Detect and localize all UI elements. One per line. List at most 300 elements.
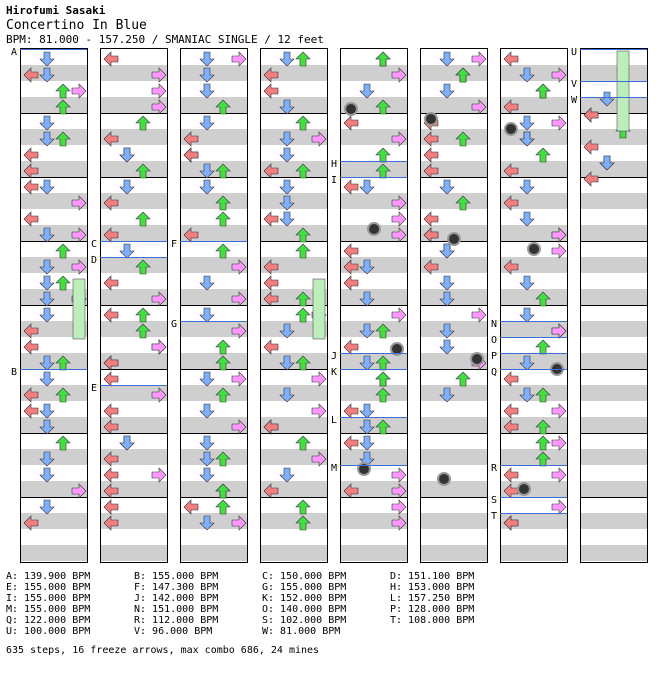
down-arrow-icon xyxy=(40,308,54,322)
left-arrow-icon xyxy=(344,404,358,418)
right-arrow-icon xyxy=(152,388,166,402)
up-arrow-icon xyxy=(376,52,390,66)
down-arrow-icon xyxy=(200,516,214,530)
left-arrow-icon xyxy=(24,340,38,354)
left-arrow-icon xyxy=(264,292,278,306)
down-arrow-icon xyxy=(40,420,54,434)
up-arrow-icon xyxy=(376,164,390,178)
left-arrow-icon xyxy=(264,84,278,98)
bpm-row xyxy=(6,582,518,593)
left-arrow-icon xyxy=(584,172,598,186)
left-arrow-icon xyxy=(264,276,278,290)
left-arrow-icon xyxy=(344,116,358,130)
up-arrow-icon xyxy=(536,340,550,354)
left-arrow-icon xyxy=(344,244,358,258)
right-arrow-icon xyxy=(232,516,246,530)
down-arrow-icon xyxy=(200,84,214,98)
down-arrow-icon xyxy=(360,436,374,450)
bpm-section-label: P xyxy=(491,351,498,362)
up-arrow-icon xyxy=(216,164,230,178)
down-arrow-icon xyxy=(120,436,134,450)
up-arrow-icon xyxy=(56,356,70,370)
up-arrow-icon xyxy=(216,356,230,370)
left-arrow-icon xyxy=(24,68,38,82)
right-arrow-icon xyxy=(152,292,166,306)
up-arrow-icon xyxy=(216,452,230,466)
left-arrow-icon xyxy=(184,148,198,162)
down-arrow-icon xyxy=(360,324,374,338)
up-arrow-icon xyxy=(296,228,310,242)
down-arrow-icon xyxy=(40,228,54,242)
right-arrow-icon xyxy=(472,308,486,322)
bpm-section-label: C xyxy=(91,239,98,250)
bpm-entry-t: T: 108.000 BPM xyxy=(390,615,475,626)
up-arrow-icon xyxy=(536,84,550,98)
bpm-section-label: E xyxy=(91,383,98,394)
bpm-section-label: N xyxy=(491,319,498,330)
left-arrow-icon xyxy=(424,212,438,226)
right-arrow-icon xyxy=(312,372,326,386)
right-arrow-icon xyxy=(152,68,166,82)
up-arrow-icon xyxy=(136,212,150,226)
freeze-arrow-icon xyxy=(73,279,85,339)
down-arrow-icon xyxy=(440,244,454,258)
bpm-entry-g: G: 155.000 BPM xyxy=(262,582,347,593)
down-arrow-icon xyxy=(40,292,54,306)
right-arrow-icon xyxy=(232,260,246,274)
left-arrow-icon xyxy=(504,484,518,498)
left-arrow-icon xyxy=(104,52,118,66)
bpm-change-line xyxy=(580,97,647,98)
freeze-arrow-icon xyxy=(617,51,629,131)
down-arrow-icon xyxy=(600,92,614,106)
down-arrow-icon xyxy=(440,84,454,98)
down-arrow-icon xyxy=(200,68,214,82)
chart-column xyxy=(20,48,88,563)
bpm-entry-h: H: 153.000 BPM xyxy=(390,582,475,593)
up-arrow-icon xyxy=(136,164,150,178)
left-arrow-icon xyxy=(184,500,198,514)
down-arrow-icon xyxy=(280,132,294,146)
right-arrow-icon xyxy=(232,372,246,386)
up-arrow-icon xyxy=(296,436,310,450)
down-arrow-icon xyxy=(40,404,54,418)
left-arrow-icon xyxy=(264,212,278,226)
bpm-section-label: V xyxy=(571,79,578,90)
up-arrow-icon xyxy=(296,516,310,530)
down-arrow-icon xyxy=(280,52,294,66)
left-arrow-icon xyxy=(424,164,438,178)
bpm-change-line xyxy=(100,241,167,242)
down-arrow-icon xyxy=(200,276,214,290)
left-arrow-icon xyxy=(584,108,598,122)
up-arrow-icon xyxy=(536,292,550,306)
up-arrow-icon xyxy=(216,196,230,210)
mine-icon xyxy=(528,243,540,255)
bpm-change-line xyxy=(500,353,567,354)
arrow-layer xyxy=(501,49,567,562)
right-arrow-icon xyxy=(552,68,566,82)
bpm-section-label: O xyxy=(491,335,498,346)
left-arrow-icon xyxy=(104,484,118,498)
up-arrow-icon xyxy=(376,100,390,114)
down-arrow-icon xyxy=(40,68,54,82)
down-arrow-icon xyxy=(360,404,374,418)
left-arrow-icon xyxy=(24,212,38,226)
down-arrow-icon xyxy=(200,52,214,66)
bpm-entry-s: S: 102.000 BPM xyxy=(262,615,347,626)
up-arrow-icon xyxy=(296,356,310,370)
arrow-layer xyxy=(101,49,167,562)
bpm-difficulty-line: BPM: 81.000 - 157.250 / SMANIAC SINGLE / 12 feet xyxy=(6,33,324,46)
bpm-entry-q: Q: 122.000 BPM xyxy=(6,615,91,626)
left-arrow-icon xyxy=(104,132,118,146)
bpm-change-line xyxy=(340,417,407,418)
chart-column xyxy=(340,48,408,563)
bpm-entry-p: P: 128.000 BPM xyxy=(390,604,475,615)
right-arrow-icon xyxy=(552,244,566,258)
left-arrow-icon xyxy=(184,132,198,146)
down-arrow-icon xyxy=(280,180,294,194)
bpm-section-label: A xyxy=(11,47,18,58)
down-arrow-icon xyxy=(600,156,614,170)
up-arrow-icon xyxy=(56,84,70,98)
bpm-row xyxy=(6,571,518,582)
left-arrow-icon xyxy=(264,420,278,434)
left-arrow-icon xyxy=(104,420,118,434)
right-arrow-icon xyxy=(552,116,566,130)
up-arrow-icon xyxy=(296,308,310,322)
left-arrow-icon xyxy=(24,516,38,530)
left-arrow-icon xyxy=(344,260,358,274)
arrow-layer xyxy=(181,49,247,562)
chart-column xyxy=(420,48,488,563)
bpm-section-label: W xyxy=(571,95,578,106)
bpm-section-label: H xyxy=(331,159,338,170)
left-arrow-icon xyxy=(504,164,518,178)
up-arrow-icon xyxy=(456,68,470,82)
up-arrow-icon xyxy=(56,100,70,114)
down-arrow-icon xyxy=(40,260,54,274)
down-arrow-icon xyxy=(40,500,54,514)
chart-column xyxy=(260,48,328,563)
mine-icon xyxy=(505,123,517,135)
chart-summary: 635 steps, 16 freeze arrows, max combo 686, 24 mines xyxy=(6,645,320,656)
bpm-change-line xyxy=(500,369,567,370)
left-arrow-icon xyxy=(344,484,358,498)
up-arrow-icon xyxy=(56,436,70,450)
bpm-section-label: L xyxy=(331,415,338,426)
arrow-layer xyxy=(421,49,487,562)
down-arrow-icon xyxy=(200,180,214,194)
left-arrow-icon xyxy=(104,404,118,418)
up-arrow-icon xyxy=(56,244,70,258)
right-arrow-icon xyxy=(152,340,166,354)
up-arrow-icon xyxy=(296,500,310,514)
right-arrow-icon xyxy=(312,404,326,418)
mine-icon xyxy=(368,223,380,235)
right-arrow-icon xyxy=(72,196,86,210)
right-arrow-icon xyxy=(232,420,246,434)
bpm-entry-i: I: 155.000 BPM xyxy=(6,593,91,604)
bpm-entry-r: R: 112.000 BPM xyxy=(134,615,219,626)
bpm-entry-m: M: 155.000 BPM xyxy=(6,604,91,615)
left-arrow-icon xyxy=(504,52,518,66)
arrow-layer xyxy=(581,49,647,562)
down-arrow-icon xyxy=(440,388,454,402)
bpm-change-line xyxy=(180,241,247,242)
up-arrow-icon xyxy=(296,244,310,258)
left-arrow-icon xyxy=(104,308,118,322)
bpm-row xyxy=(6,626,518,637)
left-arrow-icon xyxy=(104,356,118,370)
bpm-change-line xyxy=(340,177,407,178)
left-arrow-icon xyxy=(264,484,278,498)
up-arrow-icon xyxy=(216,100,230,114)
bpm-section-label: F xyxy=(171,239,178,250)
bpm-change-line xyxy=(180,321,247,322)
down-arrow-icon xyxy=(520,356,534,370)
down-arrow-icon xyxy=(520,276,534,290)
bpm-section-label: S xyxy=(491,495,498,506)
down-arrow-icon xyxy=(520,132,534,146)
bpm-section-label: T xyxy=(491,511,498,522)
right-arrow-icon xyxy=(72,260,86,274)
bpm-section-label: B xyxy=(11,367,18,378)
down-arrow-icon xyxy=(360,420,374,434)
down-arrow-icon xyxy=(280,324,294,338)
left-arrow-icon xyxy=(104,516,118,530)
right-arrow-icon xyxy=(312,132,326,146)
bpm-section-label: J xyxy=(331,351,338,362)
up-arrow-icon xyxy=(136,308,150,322)
up-arrow-icon xyxy=(376,356,390,370)
down-arrow-icon xyxy=(40,356,54,370)
down-arrow-icon xyxy=(360,84,374,98)
left-arrow-icon xyxy=(24,164,38,178)
up-arrow-icon xyxy=(376,148,390,162)
right-arrow-icon xyxy=(392,484,406,498)
up-arrow-icon xyxy=(56,276,70,290)
up-arrow-icon xyxy=(296,292,310,306)
up-arrow-icon xyxy=(536,452,550,466)
bpm-change-line xyxy=(340,465,407,466)
down-arrow-icon xyxy=(440,180,454,194)
bpm-entry-d: D: 151.100 BPM xyxy=(390,571,475,582)
bpm-change-line xyxy=(500,497,567,498)
right-arrow-icon xyxy=(232,324,246,338)
up-arrow-icon xyxy=(376,388,390,402)
bpm-entry-e: E: 155.000 BPM xyxy=(6,582,91,593)
right-arrow-icon xyxy=(392,212,406,226)
right-arrow-icon xyxy=(472,100,486,114)
down-arrow-icon xyxy=(200,308,214,322)
bpm-entry-k: K: 152.000 BPM xyxy=(262,593,347,604)
right-arrow-icon xyxy=(392,500,406,514)
up-arrow-icon xyxy=(536,388,550,402)
right-arrow-icon xyxy=(552,500,566,514)
down-arrow-icon xyxy=(520,68,534,82)
up-arrow-icon xyxy=(136,116,150,130)
right-arrow-icon xyxy=(392,228,406,242)
left-arrow-icon xyxy=(24,148,38,162)
mine-icon xyxy=(448,233,460,245)
down-arrow-icon xyxy=(200,116,214,130)
left-arrow-icon xyxy=(344,436,358,450)
down-arrow-icon xyxy=(440,340,454,354)
up-arrow-icon xyxy=(56,132,70,146)
bpm-row xyxy=(6,593,518,604)
left-arrow-icon xyxy=(504,516,518,530)
down-arrow-icon xyxy=(40,132,54,146)
down-arrow-icon xyxy=(520,180,534,194)
left-arrow-icon xyxy=(24,388,38,402)
right-arrow-icon xyxy=(392,308,406,322)
artist-name: Hirofumi Sasaki xyxy=(6,4,106,17)
bpm-section-label: R xyxy=(491,463,498,474)
down-arrow-icon xyxy=(280,212,294,226)
left-arrow-icon xyxy=(504,260,518,274)
down-arrow-icon xyxy=(520,388,534,402)
bpm-entry-j: J: 142.000 BPM xyxy=(134,593,219,604)
bpm-entry-u: U: 100.000 BPM xyxy=(6,626,91,637)
left-arrow-icon xyxy=(424,148,438,162)
down-arrow-icon xyxy=(520,212,534,226)
down-arrow-icon xyxy=(360,180,374,194)
up-arrow-icon xyxy=(216,500,230,514)
left-arrow-icon xyxy=(104,468,118,482)
left-arrow-icon xyxy=(344,180,358,194)
down-arrow-icon xyxy=(40,276,54,290)
left-arrow-icon xyxy=(504,100,518,114)
bpm-change-line xyxy=(340,161,407,162)
left-arrow-icon xyxy=(104,228,118,242)
bpm-row xyxy=(6,604,518,615)
up-arrow-icon xyxy=(536,436,550,450)
up-arrow-icon xyxy=(56,388,70,402)
bpm-entry-f: F: 147.300 BPM xyxy=(134,582,219,593)
bpm-change-line xyxy=(500,465,567,466)
bpm-change-line xyxy=(20,369,87,370)
arrow-layer xyxy=(261,49,327,562)
chart-column xyxy=(580,48,648,563)
up-arrow-icon xyxy=(376,324,390,338)
right-arrow-icon xyxy=(392,132,406,146)
up-arrow-icon xyxy=(296,164,310,178)
bpm-entry-a: A: 139.900 BPM xyxy=(6,571,91,582)
up-arrow-icon xyxy=(216,340,230,354)
left-arrow-icon xyxy=(504,404,518,418)
right-arrow-icon xyxy=(472,52,486,66)
down-arrow-icon xyxy=(360,260,374,274)
up-arrow-icon xyxy=(456,132,470,146)
left-arrow-icon xyxy=(504,468,518,482)
left-arrow-icon xyxy=(264,260,278,274)
left-arrow-icon xyxy=(584,140,598,154)
chart-column xyxy=(100,48,168,563)
up-arrow-icon xyxy=(136,324,150,338)
right-arrow-icon xyxy=(152,84,166,98)
left-arrow-icon xyxy=(104,452,118,466)
down-arrow-icon xyxy=(280,388,294,402)
mine-icon xyxy=(425,113,437,125)
down-arrow-icon xyxy=(440,52,454,66)
bpm-table xyxy=(6,571,518,637)
down-arrow-icon xyxy=(200,164,214,178)
up-arrow-icon xyxy=(456,196,470,210)
mine-icon xyxy=(518,483,530,495)
left-arrow-icon xyxy=(24,404,38,418)
arrow-layer xyxy=(21,49,87,562)
down-arrow-icon xyxy=(520,116,534,130)
down-arrow-icon xyxy=(40,180,54,194)
mine-icon xyxy=(438,473,450,485)
bpm-change-line xyxy=(500,321,567,322)
right-arrow-icon xyxy=(232,52,246,66)
left-arrow-icon xyxy=(24,180,38,194)
up-arrow-icon xyxy=(216,484,230,498)
left-arrow-icon xyxy=(104,500,118,514)
right-arrow-icon xyxy=(552,468,566,482)
bpm-change-line xyxy=(340,369,407,370)
left-arrow-icon xyxy=(504,196,518,210)
left-arrow-icon xyxy=(264,68,278,82)
mine-icon xyxy=(471,353,483,365)
bpm-entry-w: W: 81.000 BPM xyxy=(262,626,341,637)
down-arrow-icon xyxy=(40,52,54,66)
right-arrow-icon xyxy=(392,68,406,82)
left-arrow-icon xyxy=(264,340,278,354)
bpm-change-line xyxy=(100,257,167,258)
down-arrow-icon xyxy=(280,196,294,210)
up-arrow-icon xyxy=(216,212,230,226)
down-arrow-icon xyxy=(440,276,454,290)
right-arrow-icon xyxy=(232,292,246,306)
right-arrow-icon xyxy=(72,228,86,242)
down-arrow-icon xyxy=(40,116,54,130)
right-arrow-icon xyxy=(552,404,566,418)
left-arrow-icon xyxy=(424,260,438,274)
down-arrow-icon xyxy=(200,372,214,386)
right-arrow-icon xyxy=(312,452,326,466)
bpm-change-line xyxy=(580,81,647,82)
bpm-section-label: Q xyxy=(491,367,498,378)
bpm-section-label: G xyxy=(171,319,178,330)
down-arrow-icon xyxy=(520,308,534,322)
right-arrow-icon xyxy=(552,228,566,242)
down-arrow-icon xyxy=(200,468,214,482)
down-arrow-icon xyxy=(120,244,134,258)
bpm-change-line xyxy=(340,353,407,354)
up-arrow-icon xyxy=(216,244,230,258)
left-arrow-icon xyxy=(264,164,278,178)
bpm-change-line xyxy=(500,513,567,514)
freeze-arrow-icon xyxy=(313,279,325,339)
left-arrow-icon xyxy=(424,228,438,242)
right-arrow-icon xyxy=(392,196,406,210)
left-arrow-icon xyxy=(344,276,358,290)
down-arrow-icon xyxy=(40,372,54,386)
right-arrow-icon xyxy=(552,436,566,450)
left-arrow-icon xyxy=(24,324,38,338)
right-arrow-icon xyxy=(392,468,406,482)
chart-column xyxy=(180,48,248,563)
down-arrow-icon xyxy=(280,356,294,370)
bpm-change-line xyxy=(20,49,87,50)
bpm-change-line xyxy=(500,337,567,338)
down-arrow-icon xyxy=(200,452,214,466)
up-arrow-icon xyxy=(376,420,390,434)
